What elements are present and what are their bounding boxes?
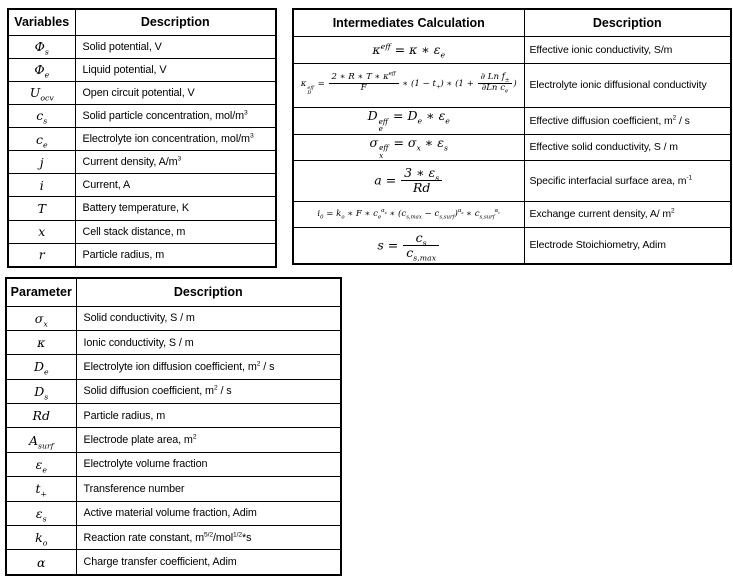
- description-cell: Solid potential, V: [75, 35, 276, 58]
- symbol-cell: $\varepsilon_s$: [6, 501, 76, 525]
- symbol-cell: $U_{ocv}$: [8, 81, 75, 104]
- formula-cell: s = $\frac{c_s}{c_{s,max}}$: [293, 227, 524, 264]
- table-row: [8, 35, 276, 58]
- table-body: [293, 36, 731, 264]
- symbol-cell: α: [6, 550, 76, 575]
- description-cell: Current density, $A/m^3$: [75, 151, 276, 174]
- description-cell: Active material volume fraction, Adim: [76, 501, 341, 525]
- formula-cell: D eff e = $D_e$ ∗ $\varepsilon_e$: [293, 107, 524, 134]
- table-row: [6, 477, 341, 501]
- description-cell: Electrolyte ion diffusion coefficient, $m^2$ / s: [76, 355, 341, 379]
- table-row: [293, 107, 731, 134]
- table-row: [293, 63, 731, 107]
- description-cell: Cell stack distance, m: [75, 220, 276, 243]
- table-row: [6, 501, 341, 525]
- table-row: [6, 306, 341, 330]
- column-header-parameter: Parameter: [6, 278, 76, 306]
- symbol-cell: Rd: [6, 404, 76, 428]
- description-cell: Electrode Stoichiometry, Adim: [524, 227, 731, 264]
- symbol-cell: j: [8, 151, 75, 174]
- description-cell: Particle radius, m: [75, 243, 276, 267]
- description-cell: Solid diffusion coefficient, $m^2$ / s: [76, 379, 341, 403]
- header-row: [293, 9, 731, 36]
- table-row: [8, 104, 276, 127]
- description-cell: Effective diffusion coefficient, $m^2$ / s: [524, 107, 731, 134]
- column-header-description: Description: [75, 9, 276, 35]
- table-row: [6, 428, 341, 452]
- table-row: [6, 452, 341, 476]
- parameters-table: [5, 277, 342, 576]
- symbol-cell: r: [8, 243, 75, 267]
- table-row: [6, 404, 341, 428]
- formula-cell: a = $\frac{3 ∗ \varepsilon_s}{Rd}$: [293, 160, 524, 201]
- table-row: [8, 220, 276, 243]
- symbol-cell: $c_e$: [8, 128, 75, 151]
- column-header-description: Description: [76, 278, 341, 306]
- symbol-cell: $A_{surf}$: [6, 428, 76, 452]
- column-header-variables: Variables: [8, 9, 75, 35]
- description-cell: Effective solid conductivity, S / m: [524, 134, 731, 160]
- description-cell: Electrolyte ionic diffusional conductivity: [524, 63, 731, 107]
- symbol-cell: κ: [6, 330, 76, 354]
- intermediates-calculation-table: [292, 8, 732, 265]
- table-row: [8, 174, 276, 197]
- symbol-cell: $c_s$: [8, 104, 75, 127]
- description-cell: Particle radius, m: [76, 404, 341, 428]
- table-row: [8, 58, 276, 81]
- table-row: [8, 151, 276, 174]
- description-cell: Electrolyte volume fraction: [76, 452, 341, 476]
- formula-cell: $\kappa^{eff} = \kappa$ ∗ $\varepsilon_e$: [293, 36, 524, 63]
- table-row: [8, 197, 276, 220]
- symbol-cell: i: [8, 174, 75, 197]
- description-cell: Charge transfer coefficient, Adim: [76, 550, 341, 575]
- symbol-cell: $D_e$: [6, 355, 76, 379]
- description-cell: Transference number: [76, 477, 341, 501]
- variables-table: [7, 8, 277, 268]
- table-row: [293, 227, 731, 264]
- table-row: [6, 379, 341, 403]
- symbol-cell: $\varepsilon_e$: [6, 452, 76, 476]
- description-cell: Liquid potential, V: [75, 58, 276, 81]
- table-row: [293, 36, 731, 63]
- description-cell: Battery temperature, K: [75, 197, 276, 220]
- table-row: [6, 550, 341, 575]
- column-header-description: Description: [524, 9, 731, 36]
- formula-cell: σ eff x = $\sigma_x$ ∗ $\varepsilon_s$: [293, 134, 524, 160]
- table-body: [6, 306, 341, 575]
- header-row: [6, 278, 341, 306]
- table-body: [8, 35, 276, 267]
- table-row: [293, 201, 731, 227]
- symbol-cell: T: [8, 197, 75, 220]
- column-header-intermediates-calculation: Intermediates Calculation: [293, 9, 524, 36]
- description-cell: Ionic conductivity, S / m: [76, 330, 341, 354]
- table-row: [293, 134, 731, 160]
- symbol-cell: $\sigma_x$: [6, 306, 76, 330]
- description-cell: Solid particle concentration, mol/$m^3$: [75, 104, 276, 127]
- symbol-cell: $\Phi_e$: [8, 58, 75, 81]
- description-cell: Effective ionic conductivity, S/m: [524, 36, 731, 63]
- description-cell: Electrode plate area, $m^2$: [76, 428, 341, 452]
- symbol-cell: $\Phi_s$: [8, 35, 75, 58]
- table-row: [293, 160, 731, 201]
- table-row: [8, 81, 276, 104]
- description-cell: Solid conductivity, S / m: [76, 306, 341, 330]
- formula-cell: $i_0 = k_o$ ∗ F ∗ $c_e^{\alpha_a}$ ∗ $(c_{s,max} - c_{s,surf})^{\alpha_a}$ ∗ $c_{s,surf}^{\alpha_c}$: [293, 201, 524, 227]
- table-row: [8, 243, 276, 267]
- symbol-cell: x: [8, 220, 75, 243]
- table-row: [6, 355, 341, 379]
- description-cell: Exchange current density, A/ $m^2$: [524, 201, 731, 227]
- description-cell: Electrolyte ion concentration, mol/$m^3$: [75, 128, 276, 151]
- description-cell: Current, A: [75, 174, 276, 197]
- description-cell: Open circuit potential, V: [75, 81, 276, 104]
- description-cell: Reaction rate constant, $m^{5/2}/mol^{1/2}*s$: [76, 525, 341, 549]
- table-row: [6, 330, 341, 354]
- formula-cell: κ eff D = $\frac{2 ∗ R ∗ T ∗ \kappa^{eff}}{F}$ ∗ $(1 - t_+)$ ∗ (1 + $\frac{\partial Ln f_\pm}{\partial Ln c_e}$ ): [293, 63, 524, 107]
- symbol-cell: $k_o$: [6, 525, 76, 549]
- header-row: [8, 9, 276, 35]
- symbol-cell: $t_+$: [6, 477, 76, 501]
- description-cell: Specific interfacial surface area, $m^{-1}$: [524, 160, 731, 201]
- table-row: [8, 128, 276, 151]
- table-row: [6, 525, 341, 549]
- symbol-cell: $D_s$: [6, 379, 76, 403]
